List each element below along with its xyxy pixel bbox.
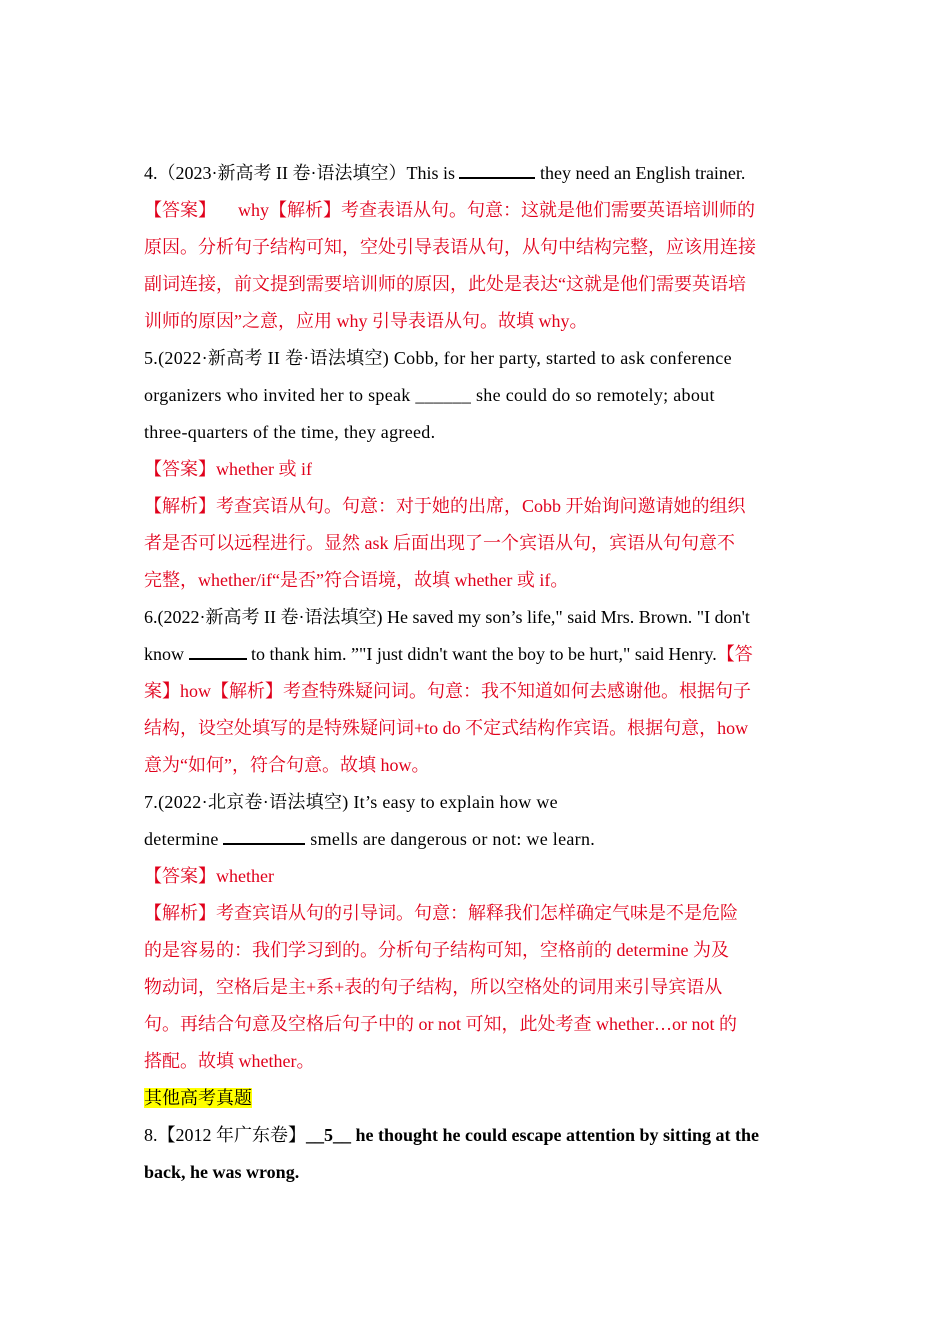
q8-stem-prefix: 8.【2012 年广东卷】 [144,1125,306,1145]
q7-analysis-line-5: 搭配。故填 whether。 [144,1051,315,1071]
document-content [144,155,809,1191]
q6-stem-line-1: 6.(2022·新高考 II 卷·语法填空) He saved my son’s life," said Mrs. Brown. "I don't [144,607,750,627]
q7-analysis-line-4: 句。再结合句意及空格后句子中的 or not 可知，此处考查 whether…or not 的 [144,1014,737,1034]
q7-stem-prefix: determine [144,829,224,849]
q7-analysis-line-1: 【解析】考查宾语从句的引导词。句意：解释我们怎样确定气味是不是危险 [144,903,738,923]
q4-stem-suffix: they need an English trainer. [535,163,746,183]
q8-stem-line-1 [144,1117,809,1154]
q6-answer-label-end: 案】 [144,681,180,701]
section-heading-line [144,1080,809,1117]
q7-stem-line-1: 7.(2022·北京卷·语法填空) It’s easy to explain how we [144,792,558,812]
q5-stem-line-1: 5.(2022·新高考 II 卷·语法填空) Cobb, for her party, started to ask conference [144,348,732,368]
q6-analysis-line-3: 意为“如何”，符合句意。故填 how。 [144,755,430,775]
q4-analysis-line-4: 训师的原因”之意，应用 why 引导表语从句。故填 why。 [144,311,588,331]
q7-stem-line-2 [144,821,809,858]
q4-analysis-label: 【解析】 [269,200,341,220]
q8-blank-tail: __ [333,1125,351,1145]
q6-analysis-text: 【解析】考查特殊疑问词。句意：我不知道如何去感谢他。根据句子 [211,681,751,701]
q8-stem-suffix: he thought he could escape attention by sitting at the [351,1125,760,1145]
q4-analysis-line-2: 原因。分析句子结构可知，空处引导表语从句，从句中结构完整，应该用连接 [144,237,756,257]
q8-stem-line-2: back, he was wrong. [144,1162,300,1182]
q6-answer-line [144,673,809,710]
q5-analysis-line-3: 完整，whether/if“是否”符合语境，故填 whether 或 if。 [144,570,569,590]
q7-stem-suffix: smells are dangerous or not: we learn. [305,829,596,849]
q5-stem-line-2: organizers who invited her to speak ______ she could do so remotely; about [144,385,715,405]
q4-answer-line [144,192,809,229]
q5-stem-line-3: three-quarters of the time, they agreed. [144,422,436,442]
q7-analysis-line-2: 的是容易的：我们学习到的。分析句子结构可知，空格前的 determine 为及 [144,940,729,960]
q4-stem-prefix: 4.（2023·新高考 II 卷·语法填空）This is [144,163,460,183]
q6-stem-prefix: know [144,644,189,664]
q4-analysis-line-3: 副词连接，前文提到需要培训师的原因，此处是表达“这就是他们需要英语培 [144,274,746,294]
q8-blank-lead: __ [306,1125,324,1145]
q6-stem-line-2 [144,636,809,673]
q7-analysis-line-3: 物动词，空格后是主+系+表的句子结构，所以空格处的词用来引导宾语从 [144,977,723,997]
q6-answer-label-start: 【答 [716,644,753,664]
q4-stem [144,155,809,192]
q7-answer: 【答案】whether [144,866,274,886]
q6-blank [189,644,247,660]
section-heading: 其他高考真题 [144,1088,252,1108]
q6-analysis-line-2: 结构，设空处填写的是特殊疑问词+to do 不定式结构作宾语。根据句意，how [144,718,749,738]
q6-answer: how [180,681,211,701]
q8-blank-number: 5 [324,1125,333,1145]
q4-answer: why [238,200,269,220]
q4-answer-label: 【答案】 [144,200,216,220]
q5-answer: 【答案】whether 或 if [144,459,312,479]
q7-blank [223,829,305,845]
q5-analysis-line-2: 者是否可以远程进行。显然 ask 后面出现了一个宾语从句，宾语从句句意不 [144,533,735,553]
q5-analysis-line-1: 【解析】考查宾语从句。句意：对于她的出席，Cobb 开始询问邀请她的组织 [144,496,746,516]
q4-blank [459,163,535,179]
q6-stem-suffix: to thank him. ”"I just didn't want the boy to be hurt," said Henry. [246,644,717,664]
q4-analysis-text: 考查表语从句。句意：这就是他们需要英语培训师的 [341,200,755,220]
